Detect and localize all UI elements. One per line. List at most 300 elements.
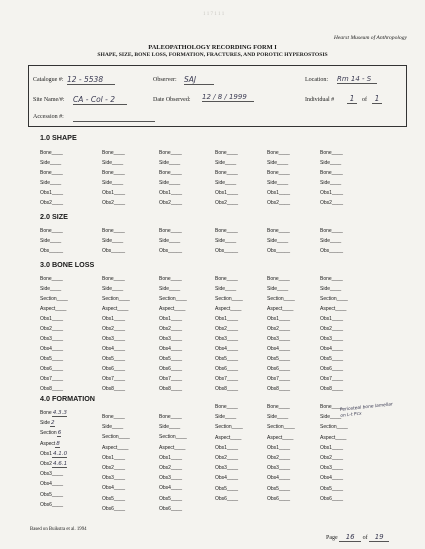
form-field[interactable] [215, 248, 238, 254]
field-label: Obs7____ [215, 376, 239, 382]
form-field[interactable] [215, 496, 238, 502]
individual-label: Individual # [305, 97, 335, 103]
form-field[interactable] [320, 248, 343, 254]
date-field[interactable]: 12 / 8 / 1999 [202, 93, 254, 102]
form-field[interactable] [40, 386, 63, 392]
footnote: Based on Buikstra et al. 1994 [30, 527, 87, 532]
form-field[interactable] [215, 386, 238, 392]
form-field[interactable] [159, 200, 182, 206]
form-field[interactable] [215, 238, 236, 244]
form-field[interactable] [215, 414, 236, 420]
form-field[interactable] [102, 248, 125, 254]
form-field[interactable] [267, 404, 290, 410]
field-label: Side____ [320, 238, 342, 244]
field-label: Obs2____ [102, 465, 126, 471]
field-label: Side____ [320, 180, 342, 186]
form-field[interactable] [102, 356, 125, 362]
form-field[interactable] [320, 150, 343, 156]
form-field[interactable] [159, 455, 182, 461]
field-label: Obs8____ [40, 386, 64, 392]
form-field[interactable] [320, 475, 343, 481]
section-title: 4.0 FORMATION [40, 394, 95, 403]
form-field[interactable] [40, 248, 63, 254]
form-field[interactable] [267, 356, 290, 362]
form-field[interactable] [159, 296, 187, 302]
form-field[interactable] [159, 414, 182, 420]
field-label: Section____ [40, 296, 68, 302]
form-field[interactable] [159, 366, 182, 372]
form-field[interactable] [102, 386, 125, 392]
form-field[interactable] [40, 471, 63, 477]
form-field[interactable] [40, 238, 61, 244]
field-label: Obs5____ [267, 356, 291, 362]
form-field[interactable] [320, 445, 343, 451]
form-field[interactable] [267, 150, 290, 156]
form-field[interactable] [102, 190, 125, 196]
location-label: Location: [305, 77, 328, 83]
field-label: Obs4____ [267, 475, 291, 482]
field-label: Obs7____ [320, 376, 344, 382]
form-field[interactable] [267, 200, 290, 206]
form-field[interactable] [40, 286, 61, 292]
field-label: Obs5____ [215, 485, 239, 492]
field-label: Bone____ [320, 276, 343, 282]
form-field[interactable] [159, 434, 187, 440]
form-field[interactable] [40, 346, 63, 352]
scan-smudge: 1 1 7 1 1 1 [203, 12, 225, 17]
field-label: Obs4____ [40, 481, 64, 488]
field-label: Obs8____ [102, 386, 126, 392]
observer-label: Observer: [153, 77, 177, 83]
form-field[interactable] [320, 160, 341, 166]
field-label: Bone____ [159, 276, 182, 282]
form-field[interactable] [40, 326, 63, 332]
field-label: Obs6____ [102, 366, 126, 372]
field-label: Bone____ [215, 150, 238, 156]
form-field[interactable] [102, 316, 125, 322]
form-field[interactable] [159, 496, 182, 502]
form-field[interactable] [40, 481, 63, 487]
form-field[interactable] [40, 296, 68, 302]
form-field[interactable] [267, 190, 290, 196]
form-field[interactable] [267, 248, 290, 254]
form-field[interactable] [215, 276, 238, 282]
form-field[interactable] [267, 286, 288, 292]
form-field[interactable] [215, 296, 243, 302]
form-field[interactable] [267, 445, 290, 451]
field-label: Obs2____ [40, 326, 64, 332]
form-field[interactable] [40, 420, 55, 426]
form-field[interactable] [102, 160, 123, 166]
form-field[interactable] [40, 336, 63, 342]
form-field[interactable] [267, 336, 290, 342]
field-label: Obs6____ [320, 366, 344, 372]
museum-name: Hearst Museum of Anthropology [333, 35, 407, 41]
field-label: Bone____ [320, 228, 343, 234]
field-label: Obs1____ [102, 316, 126, 322]
field-label: Obs6____ [159, 366, 183, 372]
margin-note: Periosteal bone lamellar on L-t Pcx [339, 402, 394, 419]
form-field[interactable] [102, 485, 125, 491]
handwritten-value: 8 [56, 440, 60, 447]
form-field[interactable] [102, 228, 125, 234]
form-field[interactable] [320, 486, 343, 492]
field-label: Obs1____ [102, 190, 126, 196]
form-field[interactable] [215, 150, 238, 156]
field-label: Aspect____ [102, 444, 129, 451]
field-label: Obs_____ [215, 248, 239, 254]
form-field[interactable] [215, 306, 241, 312]
form-field[interactable] [215, 190, 238, 196]
form-field[interactable] [40, 366, 63, 372]
form-field[interactable] [267, 486, 290, 492]
form-field[interactable] [40, 410, 67, 416]
form-field[interactable] [320, 496, 343, 502]
form-field[interactable] [215, 475, 238, 481]
form-field[interactable] [102, 180, 123, 186]
field-label: Obs2____ [102, 200, 126, 206]
field-label: Obs5____ [102, 356, 126, 362]
form-field[interactable] [159, 326, 182, 332]
form-field[interactable] [215, 326, 238, 332]
handwritten-value: 6 [57, 430, 62, 437]
form-field[interactable] [40, 451, 67, 457]
form-field[interactable] [215, 424, 243, 430]
field-label: Obs5____ [40, 491, 64, 498]
form-field[interactable] [159, 336, 182, 342]
form-field[interactable] [320, 180, 341, 186]
form-title: PALEOPATHOLOGY RECORDING FORM I [148, 44, 277, 51]
form-field[interactable] [102, 465, 125, 471]
form-field[interactable] [102, 455, 125, 461]
handwritten-value: 4.1.0 [52, 450, 68, 457]
form-field[interactable] [159, 475, 182, 481]
form-field[interactable] [215, 160, 236, 166]
form-field[interactable] [320, 296, 348, 302]
field-label: Obs2____ [215, 200, 239, 206]
field-label: Obs1____ [102, 454, 126, 461]
form-field[interactable] [159, 190, 182, 196]
form-field[interactable] [267, 180, 288, 186]
page-counter [326, 533, 389, 542]
form-field[interactable] [159, 316, 182, 322]
form-field[interactable] [320, 326, 343, 332]
field-label: Side____ [215, 238, 237, 244]
field-label: Bone____ [267, 150, 290, 156]
form-field[interactable] [267, 306, 293, 312]
form-field[interactable] [215, 435, 241, 441]
field-label: Obs8____ [320, 386, 344, 392]
form-field[interactable] [40, 356, 63, 362]
form-field[interactable] [320, 366, 343, 372]
form-field[interactable] [159, 465, 182, 471]
form-field[interactable] [267, 296, 295, 302]
form-field[interactable] [215, 376, 238, 382]
field-label: Obs2____ [320, 455, 344, 461]
field-label: Section____ [267, 424, 295, 431]
form-field[interactable] [102, 376, 125, 382]
form-field[interactable] [267, 496, 290, 502]
field-label: Obs_____ [40, 248, 64, 254]
form-field[interactable] [215, 336, 238, 342]
field-label: Aspect____ [40, 306, 67, 312]
form-field[interactable] [102, 445, 128, 451]
form-field[interactable] [320, 190, 343, 196]
form-field[interactable] [267, 465, 290, 471]
catalogue-field[interactable]: 12 - 5538 [67, 75, 115, 85]
field-label: Obs6____ [102, 505, 126, 512]
form-field[interactable] [267, 238, 288, 244]
form-field[interactable] [159, 386, 182, 392]
field-label: Obs2____ [102, 326, 126, 332]
form-field[interactable] [159, 445, 185, 451]
field-label: Obs5____ [215, 356, 239, 362]
field-label: Side____ [267, 238, 289, 244]
form-field[interactable] [215, 356, 238, 362]
form-field[interactable] [320, 376, 343, 382]
form-field[interactable] [320, 336, 343, 342]
handwritten-value: 4.3.3 [52, 410, 67, 416]
form-field[interactable] [267, 228, 290, 234]
form-field[interactable] [215, 486, 238, 492]
field-label: Obs5____ [40, 356, 64, 362]
form-field[interactable] [159, 238, 180, 244]
field-label: Obs3____ [267, 336, 291, 342]
form-field[interactable] [40, 316, 63, 322]
field-label: Side____ [215, 180, 237, 186]
field-label: Obs4____ [215, 475, 239, 482]
form-field[interactable] [102, 434, 130, 440]
form-field[interactable] [320, 414, 341, 420]
section-title: 3.0 BONE LOSS [40, 260, 95, 269]
form-field[interactable] [320, 435, 346, 441]
form-field[interactable] [215, 455, 238, 461]
field-label: Obs1____ [159, 316, 183, 322]
form-field[interactable] [320, 170, 343, 176]
field-label: Side____ [215, 160, 237, 166]
form-field[interactable] [320, 276, 343, 282]
field-label: Aspect____ [215, 434, 242, 441]
form-field[interactable] [215, 445, 238, 451]
form-field[interactable] [40, 276, 63, 282]
form-field[interactable] [102, 238, 123, 244]
form-field[interactable] [159, 180, 180, 186]
form-field[interactable] [40, 160, 61, 166]
individual-total-field[interactable]: 1 [372, 94, 382, 104]
form-field[interactable] [40, 502, 63, 508]
field-label: Obs1____ [320, 190, 344, 196]
field-label: Aspect____ [320, 306, 347, 312]
form-field[interactable] [267, 435, 293, 441]
section-title: 2.0 SIZE [40, 212, 68, 221]
form-field[interactable] [267, 316, 290, 322]
form-field[interactable] [159, 506, 182, 512]
form-field[interactable] [320, 306, 346, 312]
field-label: Section____ [320, 424, 348, 431]
form-field[interactable] [102, 336, 125, 342]
form-field[interactable] [215, 404, 238, 410]
form-field[interactable] [159, 346, 182, 352]
form-field[interactable] [159, 160, 180, 166]
form-field[interactable] [159, 286, 180, 292]
form-field[interactable] [102, 496, 125, 502]
form-field[interactable] [40, 200, 63, 206]
form-field[interactable] [320, 238, 341, 244]
form-field[interactable] [102, 170, 125, 176]
field-label: Aspect____ [267, 434, 294, 441]
field-label: Bone____ [40, 276, 63, 282]
form-field[interactable] [159, 376, 182, 382]
form-field[interactable] [320, 386, 343, 392]
field-label: Bone____ [215, 276, 238, 282]
page-field[interactable]: 16 [339, 533, 361, 542]
form-field[interactable] [267, 276, 290, 282]
site-field[interactable]: CA - Col - 2 [73, 95, 127, 105]
field-label: Side____ [320, 160, 342, 166]
field-label: Side____ [267, 286, 289, 292]
field-label: Side____ [215, 286, 237, 292]
page-total-field[interactable]: 19 [369, 533, 389, 542]
form-field[interactable] [159, 150, 182, 156]
field-label: Obs4____ [159, 485, 183, 492]
form-field[interactable] [102, 475, 125, 481]
form-field[interactable] [215, 180, 236, 186]
form-field[interactable] [40, 170, 63, 176]
field-label: Obs6____ [40, 501, 64, 508]
form-field[interactable] [267, 455, 290, 461]
field-label: Obs1____ [215, 444, 239, 451]
form-field[interactable] [267, 386, 290, 392]
form-field[interactable] [40, 492, 63, 498]
field-label: Obs6____ [267, 495, 291, 502]
field-label: Obs2____ [267, 326, 291, 332]
form-field[interactable] [159, 356, 182, 362]
field-label: Obs4____ [215, 346, 239, 352]
form-field[interactable] [215, 346, 238, 352]
page-label: Page [326, 535, 338, 541]
form-field[interactable] [320, 200, 343, 206]
field-label: Section____ [215, 424, 243, 431]
form-field[interactable] [102, 286, 123, 292]
field-label: Obs1____ [320, 444, 344, 451]
form-field[interactable] [102, 276, 125, 282]
form-field[interactable] [267, 346, 290, 352]
form-field[interactable] [102, 326, 125, 332]
form-field[interactable] [102, 306, 128, 312]
form-field[interactable] [267, 160, 288, 166]
accession-label: Accession #: [33, 114, 64, 120]
date-label: Date Observed: [153, 97, 191, 103]
observer-field[interactable]: SAJ [184, 75, 214, 85]
individual-of-label: of [362, 97, 367, 103]
field-label: Obs4____ [267, 346, 291, 352]
individual-field[interactable]: 1 [347, 94, 357, 104]
form-field[interactable] [267, 326, 290, 332]
field-label: Bone____ [267, 276, 290, 282]
form-field[interactable] [159, 485, 182, 491]
field-label: Bone____ [267, 228, 290, 234]
field-label: Obs1 [40, 450, 52, 457]
form-field[interactable] [159, 228, 182, 234]
page-of-label: of [362, 535, 368, 541]
form-field[interactable] [267, 414, 288, 420]
field-label: Section____ [215, 296, 243, 302]
form-field[interactable] [159, 424, 180, 430]
form-field[interactable] [102, 414, 125, 420]
form-field[interactable] [102, 150, 125, 156]
field-label: Obs_____ [159, 248, 183, 254]
field-label: Bone____ [215, 404, 238, 410]
form-field[interactable] [320, 228, 343, 234]
form-field[interactable] [320, 346, 343, 352]
field-label: Bone____ [320, 150, 343, 156]
field-label: Obs4____ [320, 475, 344, 482]
accession-field[interactable] [73, 121, 155, 122]
form-field[interactable] [267, 366, 290, 372]
form-field[interactable] [40, 441, 60, 447]
form-field[interactable] [102, 424, 123, 430]
field-label: Side____ [102, 424, 124, 431]
form-field[interactable] [215, 286, 236, 292]
form-field[interactable] [267, 376, 290, 382]
field-label: Aspect____ [159, 444, 186, 451]
field-label: Side____ [102, 160, 124, 166]
form-field[interactable] [215, 170, 238, 176]
form-field[interactable] [215, 366, 238, 372]
form-field[interactable] [102, 200, 125, 206]
form-field[interactable] [40, 461, 67, 467]
form-field[interactable] [102, 346, 125, 352]
form-field[interactable] [102, 366, 125, 372]
form-field[interactable] [267, 424, 295, 430]
form-field[interactable] [320, 455, 343, 461]
form-field[interactable] [320, 424, 348, 430]
form-field[interactable] [320, 356, 343, 362]
form-field[interactable] [215, 316, 238, 322]
form-field[interactable] [40, 180, 61, 186]
form-field[interactable] [102, 296, 130, 302]
field-label: Obs4____ [102, 485, 126, 492]
form-field[interactable] [215, 465, 238, 471]
form-field[interactable] [267, 475, 290, 481]
form-field[interactable] [320, 286, 341, 292]
form-field[interactable] [40, 150, 63, 156]
field-label: Obs4____ [320, 346, 344, 352]
field-label: Obs3____ [215, 465, 239, 472]
form-field[interactable] [40, 376, 63, 382]
form-field[interactable] [215, 228, 238, 234]
form-field[interactable] [320, 316, 343, 322]
form-field[interactable] [159, 276, 182, 282]
form-field[interactable] [102, 506, 125, 512]
form-field[interactable] [40, 306, 66, 312]
field-label: Bone____ [267, 404, 290, 410]
form-field[interactable] [215, 200, 238, 206]
form-field[interactable] [159, 306, 185, 312]
field-label: Obs8____ [267, 386, 291, 392]
form-field[interactable] [267, 170, 290, 176]
form-field[interactable] [40, 190, 63, 196]
form-field[interactable] [159, 170, 182, 176]
form-field[interactable] [159, 248, 182, 254]
location-field[interactable]: Rm 14 - S [337, 75, 377, 84]
form-field[interactable] [320, 465, 343, 471]
form-field[interactable] [40, 430, 61, 436]
field-label: Section____ [159, 296, 187, 302]
form-field[interactable] [40, 228, 63, 234]
field-label: Bone____ [159, 150, 182, 156]
field-label: Side____ [267, 180, 289, 186]
